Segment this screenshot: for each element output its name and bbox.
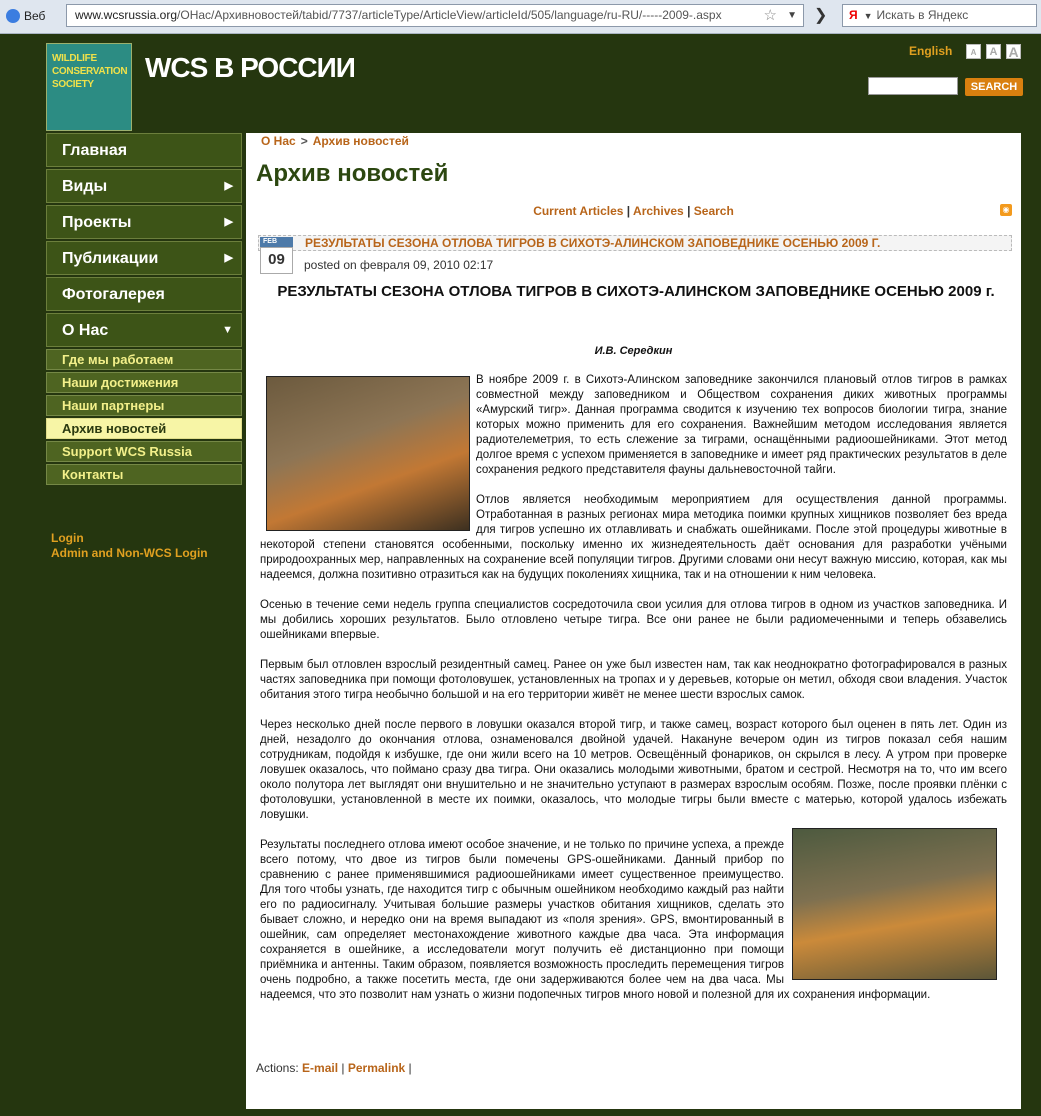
email-link[interactable]: E-mail <box>302 1061 339 1075</box>
article-paragraph: Через несколько дней после первого в ловушки оказался второй тигр, и также самец, возраст которого был оценен в пять лет. Один из дней, незадолго до окончания отлова, ознаменовался двойной удачей. Накануне вечером один из тигров показал себя нашим сотрудникам, подойдя к избушке, где они жили всего на 10 метров. Освещённый фонариков, он скрылся в лесу. А утром при проверке ловушек оказалось, что поймано сразу два тигра. Они оказались молодыми животными, братом и сестрой. Несмотря на то, что им всего около полутора лет выглядят они внушительно и не значительно уступают в размерах взрослым особям. Позже, после проявки плёнки с фотоловушки, установленной в месте их поимки, оказалось, что молодые тигры были вместе с матерью, которой удалось избежать ловушки. <box>260 719 1007 821</box>
yandex-icon: Я <box>849 8 858 22</box>
forward-arrow-icon[interactable]: ❯ <box>814 7 828 24</box>
link-separator: | <box>623 204 634 218</box>
posted-date: posted on февраля 09, 2010 02:17 <box>304 258 494 272</box>
web-label: Веб <box>24 9 46 23</box>
archives-link[interactable]: Archives <box>633 204 684 218</box>
nav-item-label: Главная <box>62 142 128 159</box>
submenu-arrow-icon: ▶ <box>224 252 233 264</box>
subnav-item-news-archive[interactable]: Архив новостей <box>46 418 242 439</box>
breadcrumb-item-about[interactable]: О Нас <box>261 134 296 148</box>
nav-item-photogallery[interactable] <box>46 277 242 311</box>
article-paragraph: Осенью в течение семи недель группа специалистов сосредоточила свои усилия для отлова тигров в одном из участков заповедника. И мы добились хороших результатов. Было отловлено четыре тигра. Все они ранее не были радиомеченными и теперь обзавелись ошейниками впервые. <box>260 599 1007 641</box>
article-paragraph: Первым был отловлен взрослый резидентный самец. Ранее он уже был известен нам, так как неоднократно фотографировался в разных частях заповедника при помощи фотоловушек, установленных на тропах и у деревьев, которые он метил, обходя свои владения. Участок обитания этого тигра необычно большой и на его территории живёт не менее шести взрослых самок. <box>260 659 1007 701</box>
subnav-item-support[interactable]: Support WCS Russia <box>46 441 242 462</box>
page-title: Архив новостей <box>256 160 449 187</box>
breadcrumb <box>261 134 409 148</box>
search-engine-dropdown-icon[interactable]: ▼ <box>863 11 873 21</box>
article-paragraph: Результаты последнего отлова имеют особое значение, и не только по причине успеха, а прежде всего потому, что двое из тигров были помечены GPS-ошейниками. Данный прибор по сравнению с ранее применявшимися радиоошейниками имеет существенное преимущество. Для того чтобы узнать, где находится тигр с обычным ошейником необходимо каждый раз найти его по радиосигналу. Учитывая большие размеры участков обитания хищников, сделать это бывает сложно, и нередко они на время выпадают из «поля зрения». GPS, вмонтированный в ошейник, сам определяет местонахождение животного каждые два часа. Эта информация сохраняется в ошейнике, а исследователи могут получить её дистанционно при помощи приёмника и антенны. Таким образом, появляется возможность проследить перемещения тигров очень подробно, а также посетить места, где они задерживаются более чем на два часа. Мы надеемся, что это позволит нам узнать о жизни подопечных тигров много новой и полезной для их сохранения информации. <box>260 839 931 1001</box>
expanded-arrow-icon: ▼ <box>222 324 233 336</box>
submenu-arrow-icon: ▶ <box>224 180 233 192</box>
article-header-bar <box>258 235 1012 251</box>
researcher-with-tiger-photo <box>266 376 470 531</box>
actions-label: Actions: <box>256 1061 299 1075</box>
nav-item-about[interactable] <box>46 313 242 347</box>
nav-item-label: О Нас <box>62 322 109 339</box>
current-articles-link[interactable]: Current Articles <box>533 204 624 218</box>
wcs-logo[interactable] <box>46 43 132 131</box>
breadcrumb-item-news-archive[interactable]: Архив новостей <box>312 134 409 148</box>
nav-item-publications[interactable] <box>46 241 242 275</box>
nav-item-label: Фотогалерея <box>62 286 165 303</box>
action-separator: | <box>338 1061 348 1075</box>
article-paragraph: В ноябре 2009 г. в Сихотэ-Алинском заповеднике закончился плановый отлов тигров в рамках совместной между заповедником и Обществом сохранения диких животных программы «Амурский тигр». Данная программа сводится к изучению тех вопросов биологии тигра, знание которых можно применить для его сохранения. Важнейшим методом исследования является радиотелеметрия, то есть слежение за тиграми, оснащёнными радиоошейниками. Этот метод долгое время с успехом применяется в заповеднике и имеет ряд практических результатов в деле сохранения редкого представителя фауны дальневосточной тайги. <box>476 374 1007 476</box>
browser-toolbar <box>0 0 1041 34</box>
action-separator: | <box>405 1061 412 1075</box>
language-link-english[interactable]: English <box>909 44 953 58</box>
yandex-search-placeholder: Искать в Яндекс <box>876 8 969 22</box>
article-actions <box>256 1061 412 1075</box>
nav-item-label: Проекты <box>62 214 132 231</box>
subnav-item-achievements[interactable]: Наши достижения <box>46 372 242 393</box>
article-author: И.В. Середкин <box>594 345 673 357</box>
calendar-day: 09 <box>260 247 293 274</box>
bookmark-star-icon[interactable]: ☆ <box>763 7 777 24</box>
nav-item-species[interactable] <box>46 169 242 203</box>
article-paragraph: Отлов является необходимым мероприятием для осуществления данной программы. Отработанная в разных регионах мира методика поимки крупных хищников позволяет без вреда для тигров успешно их отлавливать и снабжать ошейниками. После этой процедуры животные в некоторой степени становятся особенными, поскольку именно их жизнедеятельность даёт основания для разработки учёными природоохранных мер, направленных на сохранение всей популяции тигров. Другими словами они несут важную миссию, которая, как мы надеемся, должна позитивно отразиться как на будущих поколениях хищника, так и на отношении к ним человека. <box>260 494 1007 581</box>
login-links <box>51 531 208 561</box>
yandex-search-box[interactable] <box>842 4 1037 27</box>
permalink-link[interactable]: Permalink <box>347 1061 406 1075</box>
site-title: WCS В РОССИИ <box>145 52 355 83</box>
breadcrumb-separator: > <box>300 134 308 148</box>
nav-item-home[interactable] <box>46 133 242 167</box>
submenu-arrow-icon: ▶ <box>224 216 233 228</box>
admin-login-link[interactable]: Admin and Non-WCS Login <box>51 546 208 560</box>
font-size-large-button[interactable]: A <box>1006 44 1021 59</box>
calendar-month: FEB <box>260 237 293 247</box>
font-size-small-button[interactable]: A <box>966 44 981 59</box>
logo-text: WILDLIFE CONSERVATION SOCIETY <box>52 53 128 90</box>
article-body <box>260 373 1007 1018</box>
tiger-in-forest-photo <box>792 828 997 980</box>
address-dropdown-icon[interactable]: ▼ <box>787 10 797 21</box>
nav-item-projects[interactable] <box>46 205 242 239</box>
subnav-item-contacts[interactable]: Контакты <box>46 464 242 485</box>
font-size-medium-button[interactable]: A <box>986 44 1001 59</box>
sidebar-nav <box>46 133 242 487</box>
site-search-input[interactable] <box>868 77 958 95</box>
archive-links <box>246 204 1021 218</box>
link-separator: | <box>683 204 694 218</box>
url-host: www.wcsrussia.org <box>75 8 178 22</box>
article-header-title[interactable]: РЕЗУЛЬТАТЫ СЕЗОНА ОТЛОВА ТИГРОВ В СИХОТЭ-АЛИНСКОМ ЗАПОВЕДНИКЕ ОСЕНЬЮ 2009 Г. <box>305 236 881 250</box>
search-link[interactable]: Search <box>693 204 734 218</box>
main-content <box>246 133 1021 1109</box>
search-button[interactable]: SEARCH <box>965 78 1023 96</box>
nav-item-label: Виды <box>62 178 108 195</box>
globe-icon <box>6 9 20 23</box>
rss-icon[interactable]: ◉ <box>1000 204 1012 216</box>
login-link[interactable]: Login <box>51 531 84 545</box>
web-button[interactable] <box>6 6 45 26</box>
article-title: РЕЗУЛЬТАТЫ СЕЗОНА ОТЛОВА ТИГРОВ В СИХОТЭ-АЛИНСКОМ ЗАПОВЕДНИКЕ ОСЕНЬЮ 2009 г. <box>277 283 995 300</box>
calendar-date-icon <box>260 237 293 275</box>
subnav-item-partners[interactable]: Наши партнеры <box>46 395 242 416</box>
nav-item-label: Публикации <box>62 250 159 267</box>
url-path: /ОНас/Архивновостей/tabid/7737/articleType/ArticleView/articleId/505/language/ru-RU/-----2009-.aspx <box>177 8 722 22</box>
address-bar[interactable] <box>66 4 804 27</box>
subnav-item-where-we-work[interactable]: Где мы работаем <box>46 349 242 370</box>
